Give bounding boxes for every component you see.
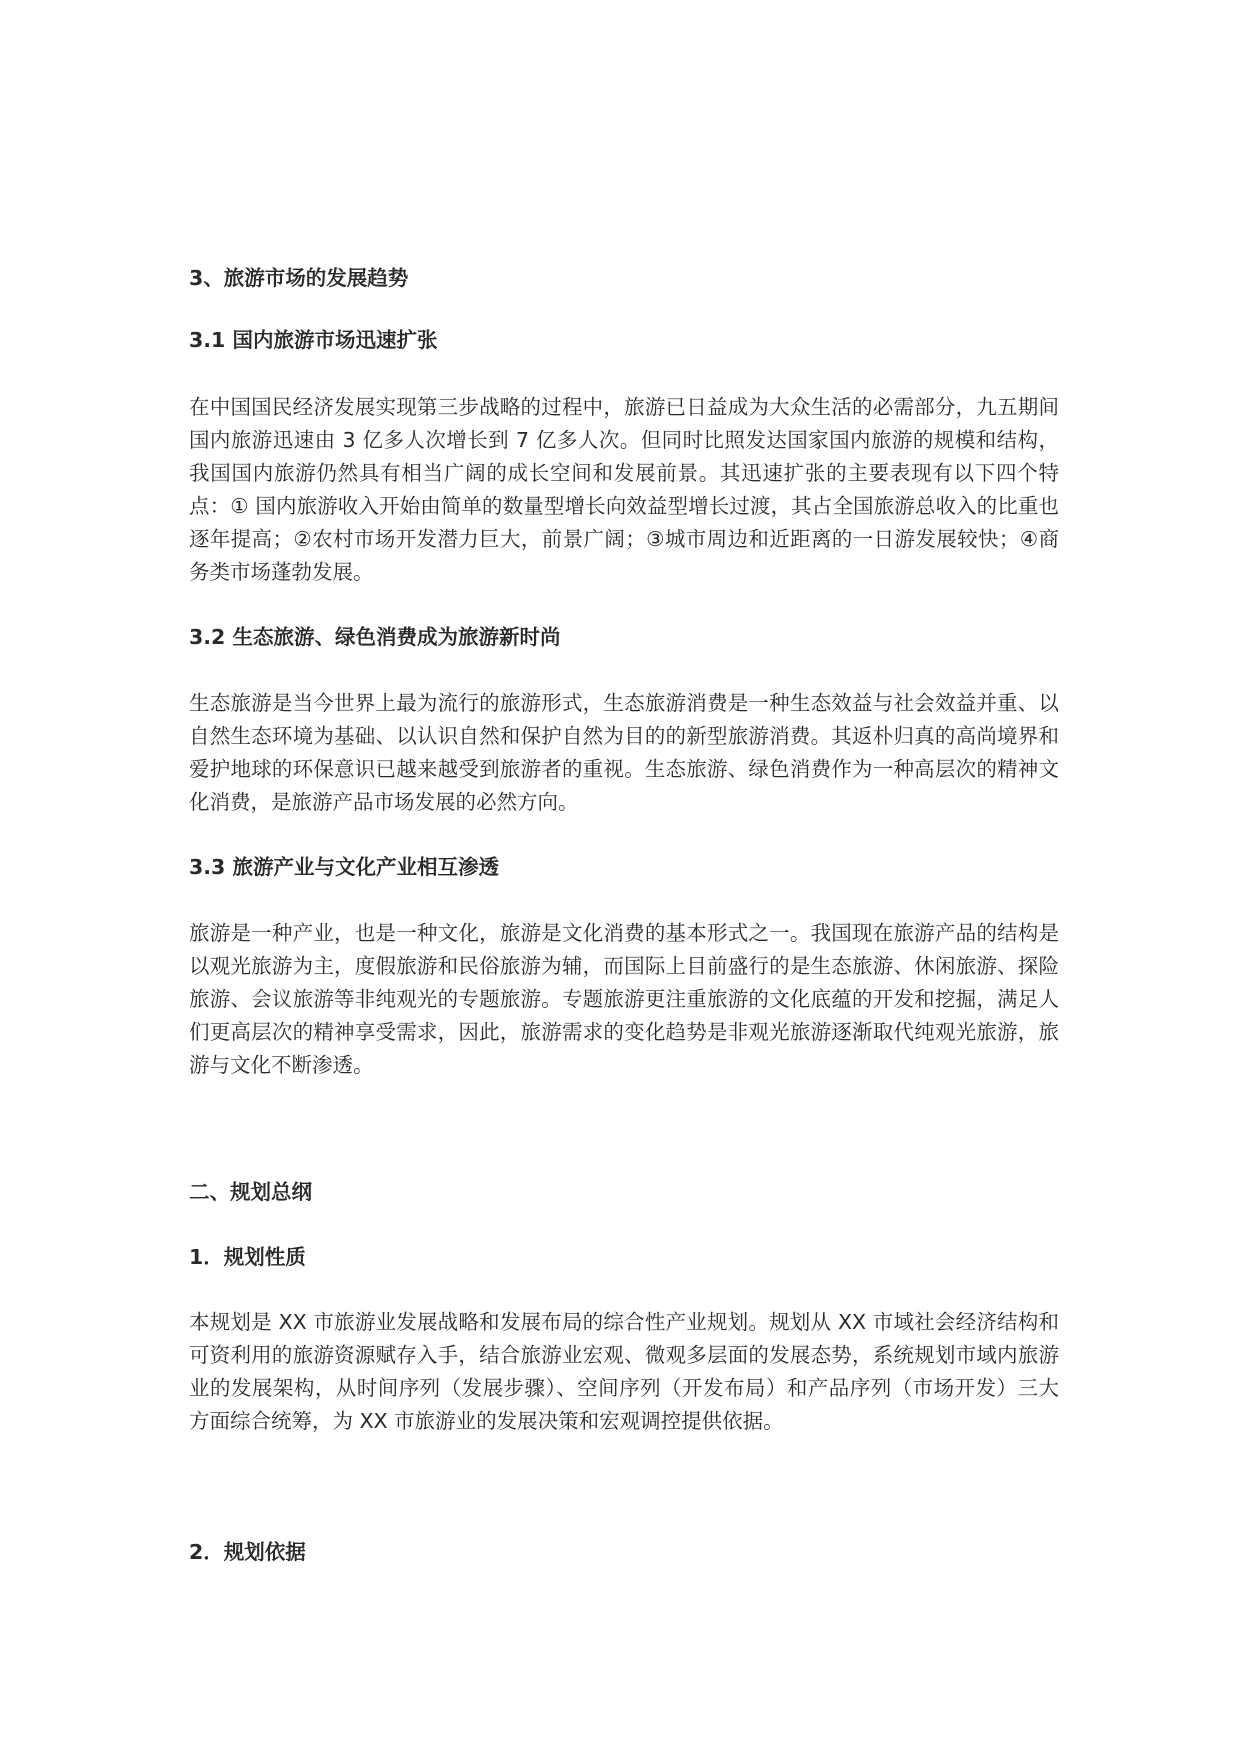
paragraph-domestic-market: 在中国国民经济发展实现第三步战略的过程中，旅游已日益成为大众生活的必需部分，九五期间国内旅游迅速由 3 亿多人次增长到 7 亿多人次。但同时比照发达国家国内旅游的规模和结构，我国国内旅游仍然具有相当广阔的成长空间和发展前景。其迅速扩张的主要表现有以下四个特点：① 国内旅游收入开始由简单的数量型增长向效益型增长过渡，其占全国旅游总收入的比重也逐年提高；②农村市场开发潜力巨大，前景广阔；③城市周边和近距离的一日游发展较快；④商务类市场蓬勃发展。	[189, 395, 1059, 584]
subsection-heading-eco-tourism: 3.2 生态旅游、绿色消费成为旅游新时尚	[189, 625, 561, 649]
subsection-heading-planning-nature: 1．规划性质	[189, 1245, 306, 1269]
subsection-heading-culture-tourism: 3.3 旅游产业与文化产业相互渗透	[189, 855, 499, 879]
subsection-heading-planning-basis: 2．规划依据	[189, 1540, 306, 1564]
paragraph-culture-tourism: 旅游是一种产业，也是一种文化，旅游是文化消费的基本形式之一。我国现在旅游产品的结构是以观光旅游为主，度假旅游和民俗旅游为辅，而国际上目前盛行的是生态旅游、休闲旅游、探险旅游、会议旅游等非纯观光的专题旅游。专题旅游更注重旅游的文化底蕴的开发和挖掘，满足人们更高层次的精神享受需求，因此，旅游需求的变化趋势是非观光旅游逐渐取代纯观光旅游，旅游与文化不断渗透。	[189, 921, 1059, 1077]
section-heading-planning-outline: 二、规划总纲	[189, 1180, 312, 1204]
paragraph-eco-tourism: 生态旅游是当今世界上最为流行的旅游形式，生态旅游消费是一种生态效益与社会效益并重、以自然生态环境为基础、以认识自然和保护自然为目的的新型旅游消费。其返朴归真的高尚境界和爱护地球的环保意识已越来越受到旅游者的重视。生态旅游、绿色消费作为一种高层次的精神文化消费，是旅游产品市场发展的必然方向。	[189, 691, 1059, 814]
section-heading-market-trends: 3、旅游市场的发展趋势	[189, 266, 409, 290]
subsection-heading-domestic-market: 3.1 国内旅游市场迅速扩张	[189, 328, 438, 352]
paragraph-planning-nature: 本规划是 XX 市旅游业发展战略和发展布局的综合性产业规划。规划从 XX 市域社会经济结构和可资利用的旅游资源赋存入手，结合旅游业宏观、微观多层面的发展态势，系统规划市域内旅游业的发展架构，从时间序列（发展步骤）、空间序列（开发布局）和产品序列（市场开发）三大方面综合统筹，为 XX 市旅游业的发展决策和宏观调控提供依据。	[189, 1310, 1059, 1433]
